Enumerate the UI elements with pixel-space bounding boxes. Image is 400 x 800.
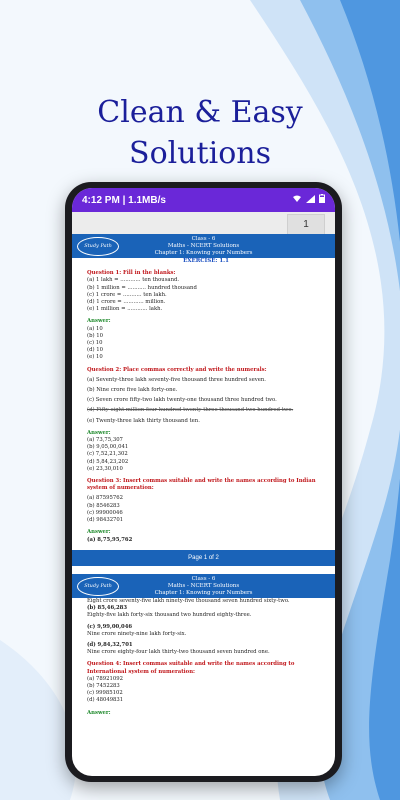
answer-label: Answer: — [87, 429, 111, 436]
answer-label: Answer: — [87, 709, 111, 716]
q1-answer: (d) 10 — [87, 347, 103, 354]
study-path-logo: Study Path — [77, 577, 119, 596]
q4-item: (d) 48049831 — [87, 697, 124, 704]
doc-class: Class - 6 — [191, 576, 216, 582]
wifi-icon — [292, 195, 302, 206]
q1-answer: (c) 10 — [87, 340, 103, 347]
page-2-content — [87, 598, 325, 717]
q1-item: (d) 1 crore = ............ million. — [87, 299, 166, 306]
doc-class: Class - 6 — [191, 236, 216, 242]
q2-item: (b) Nine crore five lakh forty-one. — [87, 387, 178, 394]
q2-answer: (d) 5,84,23,202 — [87, 458, 129, 465]
exercise-title: EXERCISE: 1.1 — [183, 258, 229, 264]
battery-icon — [319, 194, 325, 206]
question-3-title: Question 3: Insert commas suitable and write the names according to Indian system of numeration: — [87, 478, 316, 492]
q4-item: (a) 78921092 — [87, 675, 123, 682]
status-time: 4:12 PM | 1.1MB/s — [82, 194, 166, 206]
q1-answer: (a) 10 — [87, 325, 103, 332]
doc-chapter: Chapter 1: Knowing your Numbers — [154, 590, 253, 596]
page-number-box[interactable]: 1 — [287, 214, 325, 235]
study-path-logo: Study Path — [77, 237, 119, 256]
q1-item: (c) 1 crore = ........... ten lakh. — [87, 291, 167, 298]
page-1-content — [87, 258, 325, 544]
status-bar — [72, 188, 335, 212]
q4-item: (c) 99985102 — [87, 690, 123, 697]
document-header-page-2 — [72, 574, 335, 598]
q1-item: (e) 1 million = ............ lakh. — [87, 306, 163, 313]
doc-subject: Maths - NCERT Solutions — [167, 243, 240, 249]
answer-label: Answer: — [87, 318, 111, 325]
q1-item: (a) 1 lakh = ............ ten thousand. — [87, 277, 180, 284]
page2-line: Eight crore seventy-five lakh ninety-five thousand seven hundred sixty-two. — [87, 598, 290, 604]
page2-line: Nine crore eighty-four lakh thirty-two thousand seven hundred one. — [87, 649, 270, 656]
page2-line: Nine crore ninety-nine lakh forty-six. — [87, 630, 187, 637]
signal-icon — [306, 195, 315, 206]
answer-label: Answer: — [87, 529, 111, 536]
q1-answer: (e) 10 — [87, 354, 103, 361]
page2-line: (c) 9,99,00,046 — [87, 623, 133, 630]
q4-item: (b) 7452283 — [87, 683, 120, 690]
q3-item: (c) 99900046 — [87, 509, 123, 516]
q3-item: (b) 8546283 — [87, 502, 120, 509]
q2-item: (d) Fifty-eight million four hundred twenty-three thousand two hundred two. — [87, 407, 294, 414]
q3-item: (a) 87595762 — [87, 495, 123, 502]
q2-item: (c) Seven crore fifty-two lakh twenty-one thousand three hundred two. — [87, 397, 277, 404]
q2-item: (a) Seventy-three lakh seventy-five thousand three hundred seven. — [87, 376, 266, 383]
q1-answer: (b) 10 — [87, 332, 103, 339]
doc-subject: Maths - NCERT Solutions — [167, 583, 240, 589]
headline-line-1: Clean & Easy — [97, 95, 303, 130]
q2-answer: (b) 9,05,00,041 — [87, 444, 129, 451]
doc-chapter: Chapter 1: Knowing your Numbers — [154, 250, 253, 256]
q2-answer: (c) 7,52,21,302 — [87, 451, 128, 458]
page2-line: (d) 9,84,32,701 — [87, 642, 133, 649]
page-indicator-bar: Page 1 of 2 — [72, 550, 335, 566]
page2-line: Eighty-five lakh forty-six thousand two hundred eighty-three. — [87, 612, 252, 619]
pdf-toolbar — [72, 212, 335, 234]
q2-item: (e) Twenty-three lakh thirty thousand ten. — [87, 417, 200, 424]
q2-answer: (a) 73,75,307 — [87, 437, 123, 444]
q1-item: (b) 1 million = ........... hundred thousand — [87, 284, 197, 291]
promo-headline — [0, 92, 400, 174]
phone-screen — [72, 188, 335, 776]
q3-item: (d) 98432701 — [87, 517, 124, 524]
question-1-title: Question 1: Fill in the blanks: — [87, 270, 176, 277]
page2-line: (b) 85,46,283 — [87, 605, 128, 612]
document-header — [72, 234, 335, 258]
question-2-title: Question 2: Place commas correctly and write the numerals: — [87, 366, 267, 373]
q2-answer: (e) 23,30,010 — [87, 465, 123, 472]
question-4-title: Question 4: Insert commas suitable and write the names according to International system of numeration: — [87, 661, 295, 675]
headline-line-2: Solutions — [129, 136, 271, 171]
q3-answer: (a) 8,75,95,762 — [87, 536, 133, 543]
